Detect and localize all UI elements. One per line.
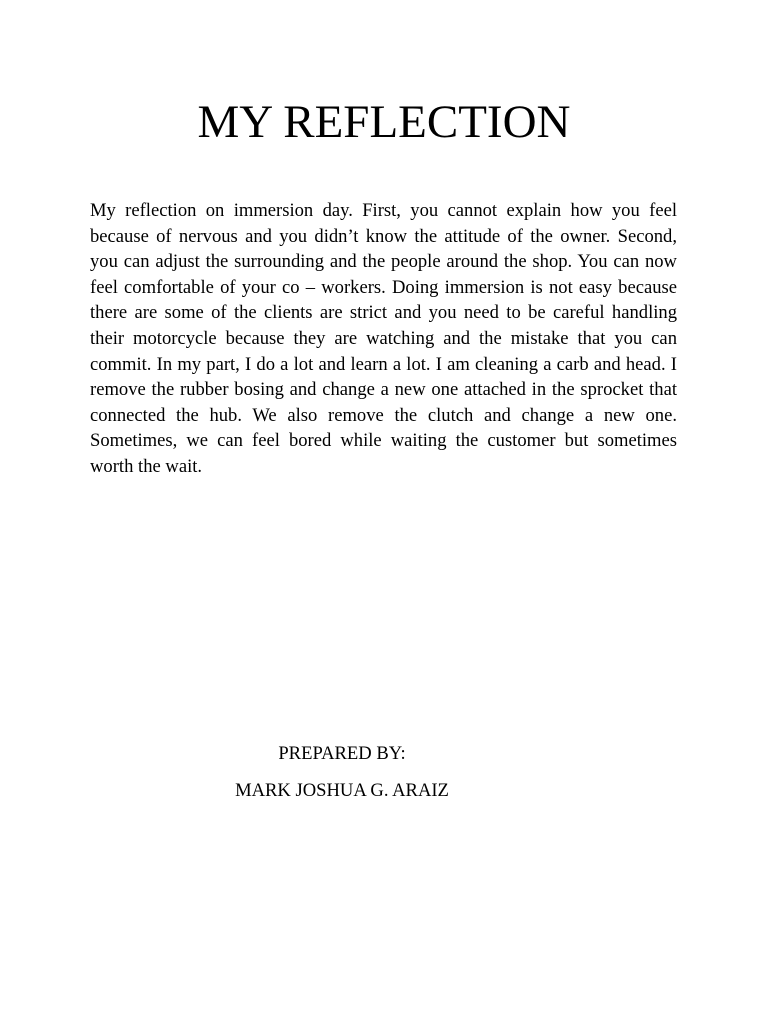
author-name: MARK JOSHUA G. ARAIZ [235,780,449,801]
reflection-paragraph: My reflection on immersion day. First, you cannot explain how you feel because of nervous and you didn’t know the attitude of the owner. Second, you can adjust the surrounding and the people around the shop. You can now feel comfortable of your co – workers. Doing immersion is not easy because there are some of the clients are strict and you need to be careful handling their motorcycle because they are watching and the mistake that you can commit. In my part, I do a lot and learn a lot. I am cleaning a carb and head. I remove the rubber bosing and change a new one attached in the sprocket that connected the hub. We also remove the clutch and change a new one. Sometimes, we can feel bored while waiting the customer but sometimes worth the wait. [90,200,677,477]
prepared-by-label: PREPARED BY: [278,743,406,764]
page-title: MY REFLECTION [197,96,571,148]
